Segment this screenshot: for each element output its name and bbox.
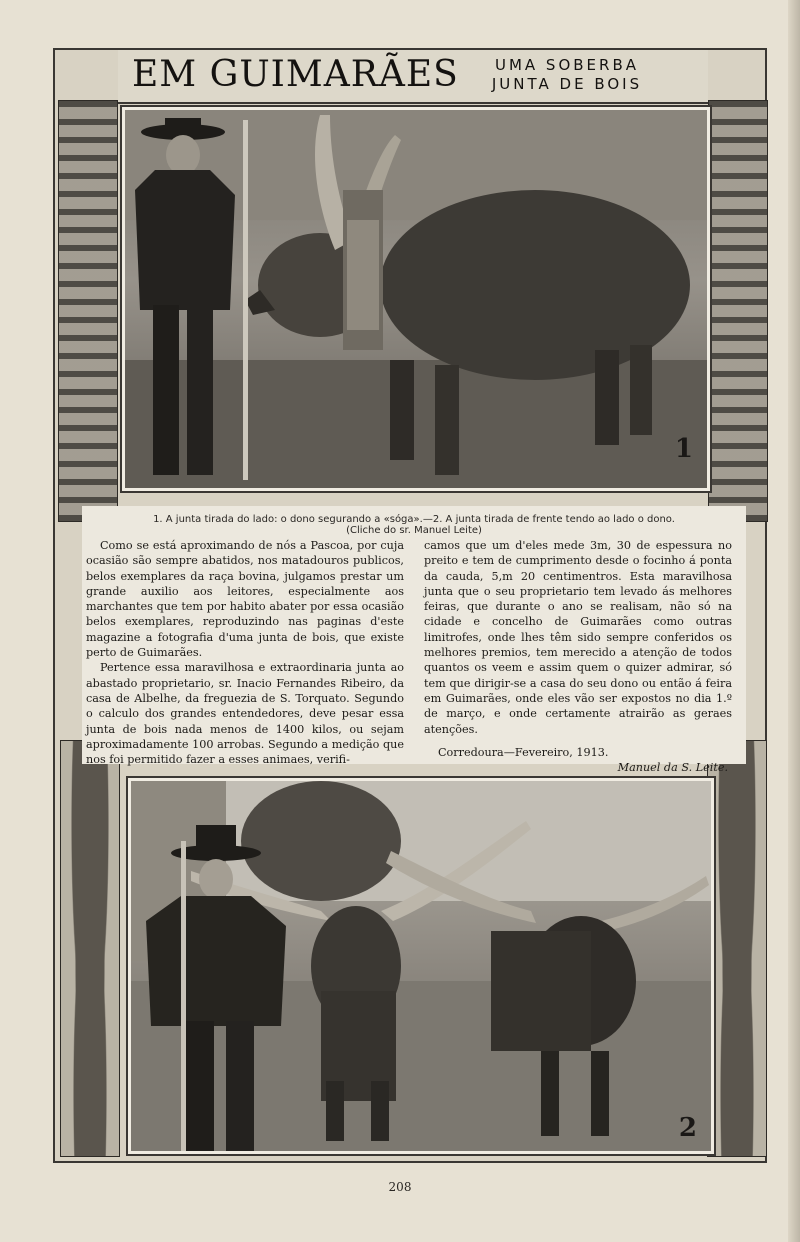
photo-1-illustration — [125, 110, 707, 488]
article-signoff — [424, 745, 732, 776]
article-author: Manuel da S. Leite. — [617, 761, 728, 775]
right-leaf-border — [707, 740, 767, 1157]
left-floral-border — [58, 100, 118, 522]
article-paragraph-1: Como se está aproximando de nós a Pascoa, por cuja ocasião são sempre abatidos, nos matadouros publicos, belos exemplares da raça bovina, julgamos prestar um grande auxilio aos leitores, especialmente aos marchantes que tem por habito abater por essa ocasião belos exemplares, reproduzindo nas paginas d'este magazine a fotografia d'uma junta de bois, que existe perto de Guimarães. — [86, 539, 404, 660]
left-leaf-border — [60, 740, 120, 1157]
article-paragraph-3: camos que um d'eles mede 3m, 30 de espessura no preito e tem de cumprimento desde o focinho á ponta da cauda, 5,m 20 centimentros. Esta maravilhosa junta que o seu proprietario tem levado ás melhores feiras, que durante o ano se realisam, não só na cidade e concelho de Guimarães como outras limitrofes, onde lhes têm sido sempre conferidos os melhores premios, tem merecido a atenção de todos quantos os veem e assim quem o quizer admirar, só tem que dirigir-se a casa do seu dono ou então á feira em Guimarães, onde eles vão ser expostos no dia 1.º de março, e onde certamente atrairão as geraes atenções. — [424, 539, 732, 736]
article-column-right — [424, 538, 732, 775]
caption-line-1: 1. A junta tirada do lado: o dono segurando a «sóga».—2. A junta tirada de frente tendo ao lado o dono. — [153, 514, 675, 525]
article-dateline: Corredoura—Fevereiro, 1913. — [438, 745, 609, 759]
photo-ox-side-view — [122, 107, 710, 491]
article-subtitle — [436, 56, 698, 94]
photo-caption — [82, 514, 746, 536]
article-text-box — [82, 506, 746, 775]
page-number: 208 — [388, 1180, 412, 1194]
photo-2-number: 2 — [678, 1113, 697, 1143]
article-column-left — [86, 538, 404, 767]
page-edge — [788, 0, 800, 1242]
subtitle-line-1: UMA SOBERBA — [494, 56, 640, 74]
photo-2-illustration — [131, 781, 711, 1151]
right-floral-border — [708, 100, 768, 522]
article-title: EM GUIMARÃES — [132, 54, 459, 95]
photo-1-number: 1 — [674, 434, 693, 464]
article-paragraph-2: Pertence essa maravilhosa e extraordinaria junta ao abastado proprietario, sr. Inacio Fernandes Ribeiro, da casa de Albelhe, da freguezia de S. Torquato. Segundo o calculo dos grandes entendedores, deve pesar essa junta de bois nada menos de 1400 kilos, ou sejam aproximadamente 100 arrobas. Segundo a medição que nos foi permitido fazer a esses animaes, verifi- — [86, 661, 404, 767]
caption-credit: (Cliche do sr. Manuel Leite) — [346, 525, 482, 536]
photo-oxen-front-view — [128, 778, 714, 1154]
article-header — [118, 50, 708, 104]
subtitle-line-2: JUNTA DE BOIS — [491, 75, 643, 93]
